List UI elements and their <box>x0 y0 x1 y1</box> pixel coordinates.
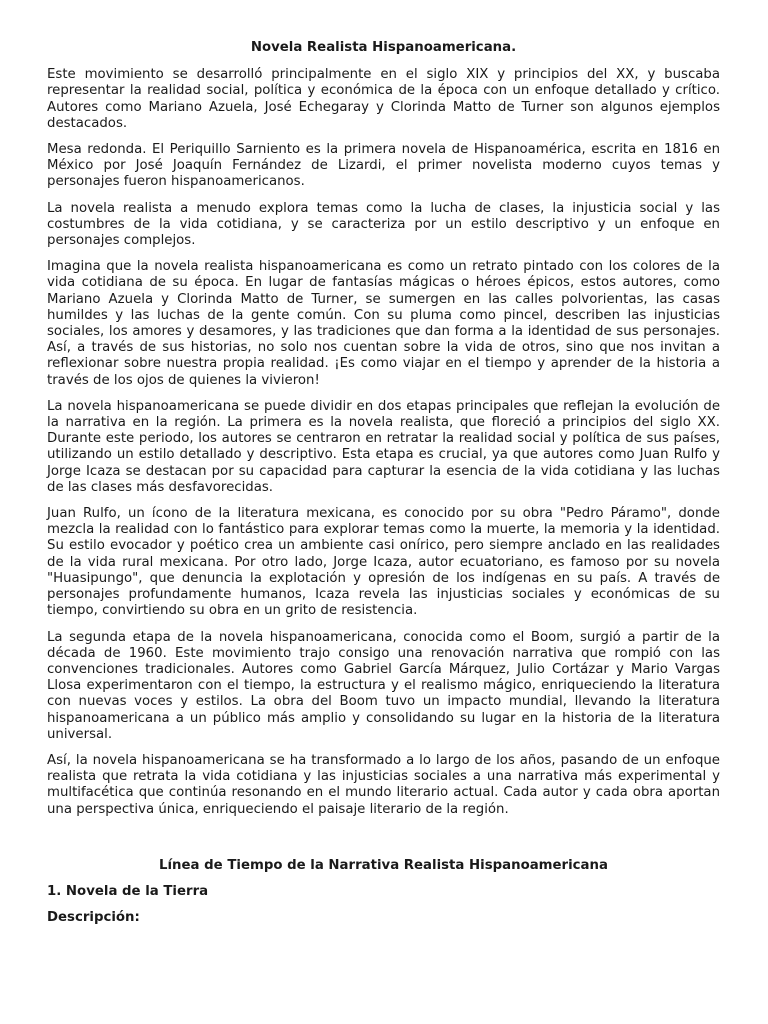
paragraph-portrait: Imagina que la novela realista hispanoamericana es como un retrato pintado con los colores de la vida cotidiana de su época. En lugar de fantasías mágicas o héroes épicos, estos autores, como Mariano Azuela y Clorinda Matto de Turner, se sumergen en las calles polvorientas, las casas humildes y las luchas de la gente común. Con su pluma como pincel, describen las injusticias sociales, los amores y desamores, y las tradiciones que dan forma a la identidad de sus personajes. Así, a través de sus historias, no solo nos cuentan sobre la vida de otros, sino que nos invitan a reflexionar sobre nuestra propia realidad. ¡Es como viajar en el tiempo y aprender de la historia a través de los ojos de quienes la vivieron! <box>47 259 720 388</box>
paragraph-boom: La segunda etapa de la novela hispanoamericana, conocida como el Boom, surgió a partir de la década de 1960. Este movimiento trajo consigo una renovación narrativa que rompió con las convenciones tradicionales. Autores como Gabriel García Márquez, Julio Cortázar y Mario Vargas Llosa experimentaron con el tiempo, la estructura y el realismo mágico, enriqueciendo la literatura con nuevas voces y estilos. La obra del Boom tuvo un impacto mundial, llevando la literatura hispanoamericana a un público más amplio y consolidando su lugar en la historia de la literatura universal. <box>47 629 720 742</box>
timeline-title: Línea de Tiempo de la Narrativa Realista Hispanoamericana <box>159 857 608 873</box>
section-heading: 1. Novela de la Tierra <box>47 883 209 899</box>
paragraph-stages: La novela hispanoamericana se puede dividir en dos etapas principales que reflejan la evolución de la narrativa en la región. La primera es la novela realista, que floreció a principios del siglo XX. Durante este periodo, los autores se centraron en retratar la realidad social y política de sus países, utilizando un estilo detallado y descriptivo. Esta etapa es crucial, ya que autores como Juan Rulfo y Jorge Icaza se destacan por su capacidad para capturar la esencia de la vida cotidiana y las luchas de las clases más desfavorecidas. <box>47 398 720 495</box>
paragraph-themes: La novela realista a menudo explora temas como la lucha de clases, la injusticia social y las costumbres de la vida cotidiana, y se caracteriza por un estilo descriptivo y un enfoque en personajes complejos. <box>47 200 720 249</box>
document-title: Novela Realista Hispanoamericana. <box>250 40 517 55</box>
paragraph-rulfo-icaza: Juan Rulfo, un ícono de la literatura mexicana, es conocido por su obra "Pedro Páramo", donde mezcla la realidad con lo fantástico para explorar temas como la muerte, la memoria y la identidad. Su estilo evocador y poético crea un ambiente casi onírico, pero siempre anclado en las realidades de la vida rural mexicana. Por otro lado, Jorge Icaza, autor ecuatoriano, es famoso por su novela "Huasipungo", que denuncia la explotación y opresión de los indígenas en su país. A través de personajes profundamente humanos, Icaza revela las injusticias sociales y económicas de su tiempo, convirtiendo su obra en un grito de resistencia. <box>47 506 720 619</box>
paragraph-conclusion: Así, la novela hispanoamericana se ha transformado a lo largo de los años, pasando de un enfoque realista que retrata la vida cotidiana y las injusticias sociales a una narrativa más experimental y multifacética que continúa resonando en el mundo literario actual. Cada autor y cada obra aportan una perspectiva única, enriqueciendo el paisaje literario de la región. <box>47 752 720 817</box>
paragraph-intro: Este movimiento se desarrolló principalmente en el siglo XIX y principios del XX, y buscaba representar la realidad social, política y económica de la época con un enfoque detallado y crítico. Autores como Mariano Azuela, José Echegaray y Clorinda Matto de Turner son algunos ejemplos destacados. <box>47 67 720 131</box>
paragraph-periquillo: Mesa redonda. El Periquillo Sarniento es la primera novela de Hispanoamérica, escrita en 1816 en México por José Joaquín Fernández de Lizardi, el primer novelista moderno cuyos temas y personajes fueron hispanoamericanos. <box>47 142 720 190</box>
description-label: Descripción: <box>47 910 140 926</box>
